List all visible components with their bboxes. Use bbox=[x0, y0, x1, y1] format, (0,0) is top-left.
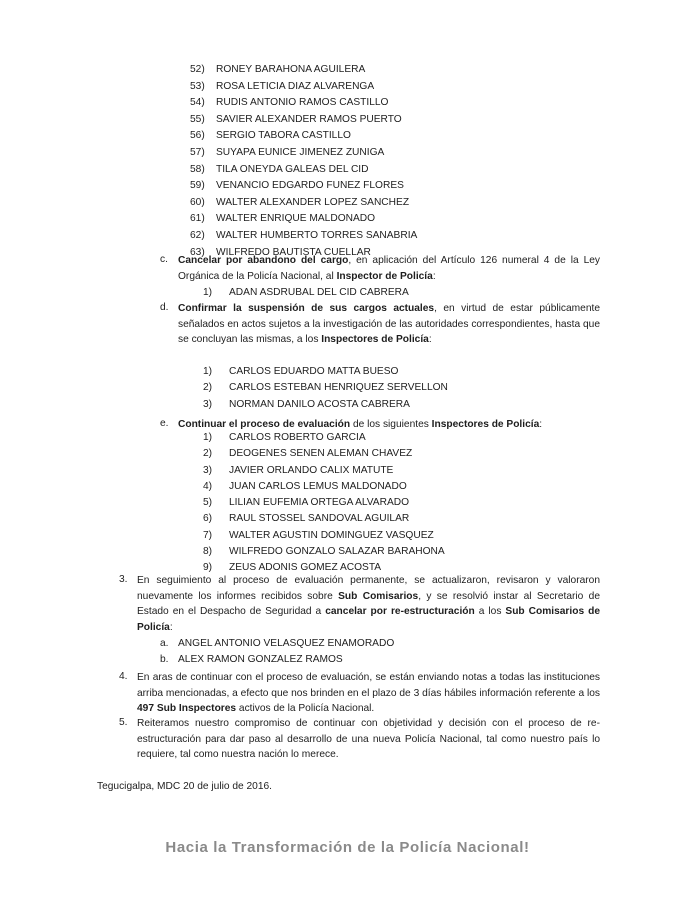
list-item: 55) SAVIER ALEXANDER RAMOS PUERTO bbox=[190, 113, 402, 125]
list-item: 56) SERGIO TABORA CASTILLO bbox=[190, 130, 351, 142]
list-item: 3) JAVIER ORLANDO CALIX MATUTE bbox=[203, 464, 394, 476]
name-list-continued bbox=[190, 62, 417, 261]
list-item: 9) ZEUS ADONIS GOMEZ ACOSTA bbox=[203, 562, 382, 574]
list-item: 8) WILFREDO GONZALO SALAZAR BARAHONA bbox=[203, 546, 445, 558]
list-item: 60) WALTER ALEXANDER LOPEZ SANCHEZ bbox=[190, 196, 410, 208]
section-d-list bbox=[203, 364, 448, 413]
section-c-list bbox=[203, 285, 409, 301]
list-item: 61) WALTER ENRIQUE MALDONADO bbox=[190, 213, 376, 225]
list-item: 2) CARLOS ESTEBAN HENRIQUEZ SERVELLON bbox=[203, 382, 448, 394]
list-item: 63) WILFREDO BAUTISTA CUELLAR bbox=[190, 246, 371, 258]
list-item: 53) ROSA LETICIA DIAZ ALVARENGA bbox=[190, 80, 375, 92]
list-item: 58) TILA ONEYDA GALEAS DEL CID bbox=[190, 163, 369, 175]
list-item: a. ANGEL ANTONIO VELASQUEZ ENAMORADO bbox=[160, 638, 395, 649]
list-item: 59) VENANCIO EDGARDO FUNEZ FLORES bbox=[190, 180, 404, 192]
list-item: 1) CARLOS ROBERTO GARCIA bbox=[203, 432, 366, 443]
section-c-letter: c. bbox=[160, 254, 168, 265]
section-e-list bbox=[203, 430, 445, 577]
list-item: 2) DEOGENES SENEN ALEMAN CHAVEZ bbox=[203, 448, 413, 460]
point-3-number: 3. bbox=[119, 574, 128, 585]
list-item: 6) RAUL STOSSEL SANDOVAL AGUILAR bbox=[203, 513, 410, 525]
list-item: 7) WALTER AGUSTIN DOMINGUEZ VASQUEZ bbox=[203, 529, 434, 541]
point-4-number: 4. bbox=[119, 671, 128, 682]
list-item: 54) RUDIS ANTONIO RAMOS CASTILLO bbox=[190, 97, 389, 109]
list-item: 4) JUAN CARLOS LEMUS MALDONADO bbox=[203, 480, 407, 492]
section-e-paragraph: Continuar el proceso de evaluación de los siguientes Inspectores de Policía: bbox=[178, 419, 543, 430]
point-5-paragraph: Reiteramos nuestro compromiso de continuar con objetividad y decisión con el proceso de re-estructuración para dar paso al desarrollo de una nueva Policía Nacional, tal como nuestro país lo requiere, tal como nuestra nación lo merece. bbox=[137, 718, 600, 761]
section-c-paragraph: Cancelar por abandono del cargo, en aplicación del Artículo 126 numeral 4 de la Ley Orgánica de la Policía Nacional, al Inspector de Policía: bbox=[178, 255, 600, 282]
list-item: 57) SUYAPA EUNICE JIMENEZ ZUNIGA bbox=[190, 146, 385, 158]
section-d-letter: d. bbox=[160, 302, 169, 313]
place-and-date: Tegucigalpa, MDC 20 de julio de 2016. bbox=[97, 781, 272, 792]
list-item: 5) LILIAN EUFEMIA ORTEGA ALVARADO bbox=[203, 497, 410, 509]
section-d-paragraph: Confirmar la suspensión de sus cargos actuales, en virtud de estar públicamente señalados en actos sujetos a la investigación de las autoridades correspondientes, hasta que se concluyan las mismas, a los Inspectores de Policía: bbox=[178, 303, 600, 346]
list-item: 62) WALTER HUMBERTO TORRES SANABRIA bbox=[190, 229, 418, 241]
point-5-number: 5. bbox=[119, 717, 128, 728]
point-4-paragraph: En aras de continuar con el proceso de evaluación, se están enviando notas a todas las instituciones arriba mencionadas, a efecto que nos brinden en el plazo de 3 días hábiles información referente a los 497 Sub Inspectores activos de la Policía Nacional. bbox=[137, 672, 600, 715]
list-item: 1) CARLOS EDUARDO MATTA BUESO bbox=[203, 366, 399, 377]
point-3-list bbox=[160, 636, 394, 669]
list-item: 3) NORMAN DANILO ACOSTA CABRERA bbox=[203, 398, 410, 410]
section-e-letter: e. bbox=[160, 418, 169, 429]
point-3-paragraph: En seguimiento al proceso de evaluación permanente, se actualizaron, revisaron y valoraron nuevamente los informes recibidos sobre Sub Comisarios, y se resolvió instar al Secretario de Estado en el Despacho de Seguridad a cancelar por re-estructuración a los Sub Comisarios de Policía: bbox=[137, 575, 600, 633]
list-item: b. ALEX RAMON GONZALEZ RAMOS bbox=[160, 654, 343, 666]
list-item: 52) RONEY BARAHONA AGUILERA bbox=[190, 64, 366, 75]
footer-slogan: Hacia la Transformación de la Policía Nacional! bbox=[165, 839, 530, 856]
list-item: 1) ADAN ASDRUBAL DEL CID CABRERA bbox=[203, 287, 409, 298]
